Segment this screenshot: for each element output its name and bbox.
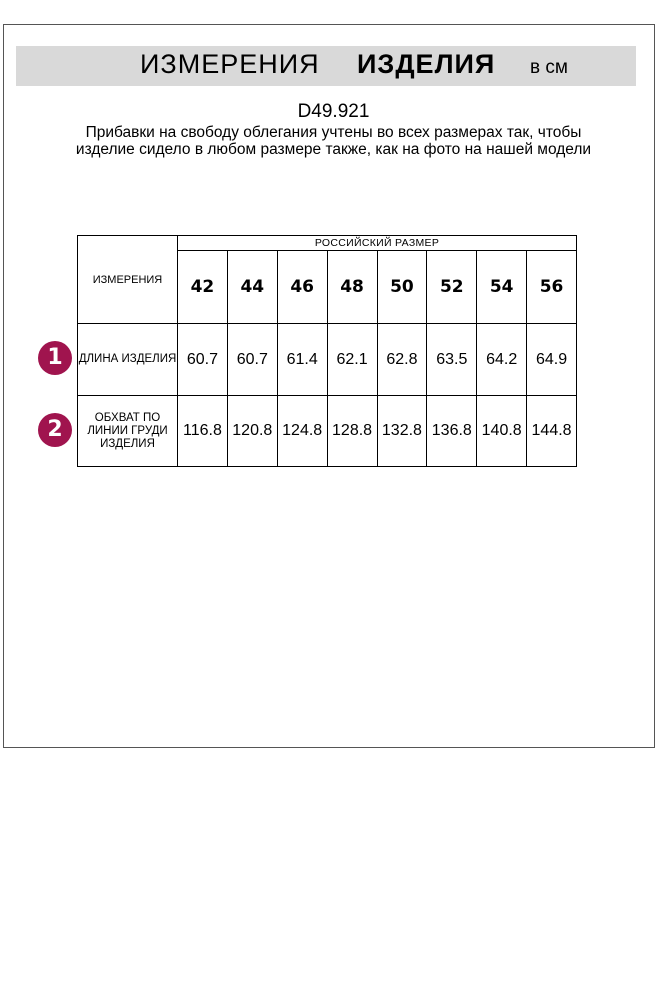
table-cell: 128.8 <box>327 396 377 467</box>
table-cell: 136.8 <box>427 396 477 467</box>
table-cell: 116.8 <box>178 396 228 467</box>
table-cell: 144.8 <box>527 396 577 467</box>
size-54: 54 <box>477 251 527 324</box>
title-measurements: ИЗМЕРЕНИЯ <box>140 49 320 79</box>
table-row-length <box>78 324 577 396</box>
size-56: 56 <box>527 251 577 324</box>
row-label-length: ДЛИНА ИЗДЕЛИЯ <box>78 324 178 396</box>
measure-header: ИЗМЕРЕНИЯ <box>78 236 178 324</box>
table-row-chest <box>78 396 577 467</box>
size-44: 44 <box>227 251 277 324</box>
row-label-chest: ОБХВАТ ПО ЛИНИИ ГРУДИ ИЗДЕЛИЯ <box>78 396 178 467</box>
table-cell: 64.9 <box>527 324 577 396</box>
fit-note: Прибавки на свободу облегания учтены во всех размерах так, чтобы изделие сидело в любом размере также, как на фото на нашей модели <box>75 124 592 158</box>
size-52: 52 <box>427 251 477 324</box>
table-cell: 140.8 <box>477 396 527 467</box>
size-46: 46 <box>277 251 327 324</box>
table-cell: 61.4 <box>277 324 327 396</box>
size-48: 48 <box>327 251 377 324</box>
badge-1-icon: 1 <box>38 341 72 375</box>
table-cell: 132.8 <box>377 396 427 467</box>
article-number: D49.921 <box>297 101 370 122</box>
table-cell: 62.1 <box>327 324 377 396</box>
table-cell: 60.7 <box>227 324 277 396</box>
table-cell: 120.8 <box>227 396 277 467</box>
size-group-header: РОССИЙСКИЙ РАЗМЕР <box>178 236 577 251</box>
table-cell: 64.2 <box>477 324 527 396</box>
table-cell: 62.8 <box>377 324 427 396</box>
table-cell: 60.7 <box>178 324 228 396</box>
title-unit: в см <box>530 57 568 78</box>
title-product: ИЗДЕЛИЯ <box>357 49 496 79</box>
size-42: 42 <box>178 251 228 324</box>
size-50: 50 <box>377 251 427 324</box>
badge-2-icon: 2 <box>38 413 72 447</box>
table-cell: 124.8 <box>277 396 327 467</box>
size-table <box>77 235 577 467</box>
table-cell: 63.5 <box>427 324 477 396</box>
